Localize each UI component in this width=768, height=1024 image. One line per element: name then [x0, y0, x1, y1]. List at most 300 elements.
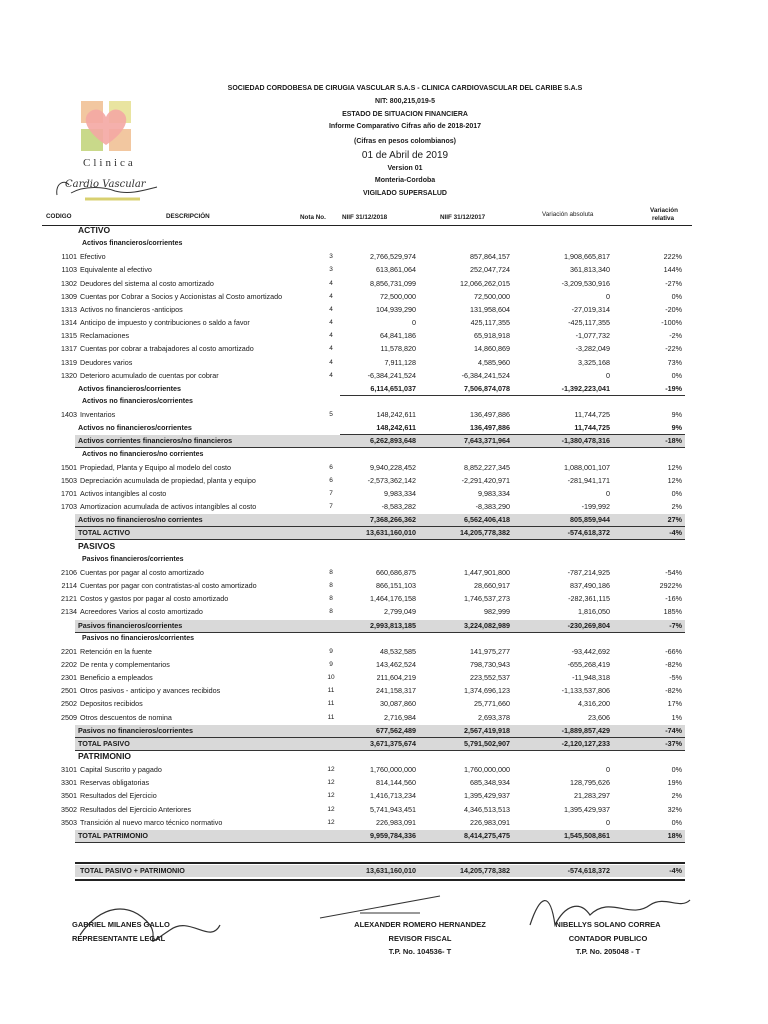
- account-code: 1313: [61, 304, 77, 314]
- relative-variation: 32%: [667, 804, 682, 814]
- absolute-variation: 1,545,508,861: [564, 830, 610, 840]
- subtotal-row: [0, 737, 768, 750]
- absolute-variation: -230,269,804: [567, 620, 610, 630]
- comparative-note: Informe Comparativo Cifras año de 2018-2017: [328, 123, 482, 130]
- value-2018: 660,686,875: [376, 567, 416, 577]
- absolute-variation: -11,948,318: [572, 673, 610, 683]
- subtotal-row: [0, 513, 768, 526]
- account-description: Equivalente al efectivo: [80, 265, 152, 275]
- value-2018: 226,983,091: [376, 817, 416, 827]
- value-2018: 48,532,585: [380, 646, 416, 656]
- value-2017: 4,346,513,513: [464, 804, 510, 814]
- col-rel-2: relativa: [652, 215, 675, 222]
- account-code: 2301: [61, 673, 77, 683]
- table-row: [0, 290, 768, 303]
- note-number: 7: [329, 490, 333, 497]
- value-2017: 1,760,000,000: [464, 765, 510, 775]
- value-2018: 5,741,943,451: [370, 804, 416, 814]
- logo-word: Clinica: [83, 157, 136, 169]
- value-2017: 7,643,371,964: [464, 436, 510, 446]
- table-row: [0, 579, 768, 592]
- subtotal-row: [0, 829, 768, 842]
- value-2018: 148,242,611: [376, 423, 416, 433]
- value-2017: 1,746,537,273: [464, 594, 510, 604]
- section-heading-row: [0, 224, 768, 237]
- account-code: 2509: [61, 712, 77, 722]
- subtotal-row: [0, 421, 768, 434]
- value-2018: 8,856,731,099: [370, 278, 416, 288]
- relative-variation: -74%: [665, 725, 682, 735]
- table-row: [0, 474, 768, 487]
- subsection-heading-row: [0, 553, 768, 566]
- value-2018: 2,766,529,974: [370, 252, 416, 262]
- value-2017: 1,395,429,937: [464, 791, 510, 801]
- value-2018: 148,242,611: [376, 410, 416, 420]
- account-description: Activos no financieros -anticipos: [80, 304, 183, 314]
- value-2017: 5,791,502,907: [464, 738, 510, 748]
- absolute-variation: -1,380,478,316: [561, 436, 610, 446]
- account-description: Efectivo: [80, 252, 106, 262]
- absolute-variation: 1,088,001,107: [564, 462, 610, 472]
- account-code: 3301: [61, 778, 77, 788]
- table-row: [0, 776, 768, 789]
- subsection-heading-row: [0, 395, 768, 408]
- value-2017: 223,552,537: [470, 673, 510, 683]
- relative-variation: 9%: [671, 410, 682, 420]
- table-row: [0, 605, 768, 618]
- value-2018: 1,464,176,158: [370, 594, 416, 604]
- table-row: [0, 461, 768, 474]
- value-2018: 241,158,317: [376, 686, 416, 696]
- relative-variation: -16%: [665, 594, 682, 604]
- accountant-name: NIBELLYS SOLANO CORREA: [555, 920, 661, 929]
- relative-variation: 12%: [667, 462, 682, 472]
- value-2017: 28,660,917: [474, 581, 510, 591]
- value-2017: 1,447,901,800: [464, 567, 510, 577]
- relative-variation: 18%: [667, 830, 682, 840]
- value-2017: 798,730,943: [470, 659, 510, 669]
- subtotal-row: [0, 434, 768, 447]
- subtotal-row: [0, 526, 768, 539]
- value-2017: 425,117,355: [470, 318, 510, 328]
- account-description: Costos y gastos por pagar al costo amortizado: [80, 594, 229, 604]
- value-2017: 3,224,082,989: [464, 620, 510, 630]
- note-number: 6: [329, 463, 333, 471]
- relative-variation: 1%: [671, 712, 682, 722]
- absolute-variation: -2,120,127,233: [561, 738, 610, 748]
- value-2018: 6,262,893,648: [370, 436, 416, 446]
- table-row: [0, 671, 768, 684]
- table-row: [0, 369, 768, 382]
- relative-variation: -66%: [665, 646, 682, 656]
- subtotal-row: [0, 724, 768, 737]
- account-description: Activos corrientes financieros/no financieros: [78, 436, 233, 446]
- subsection-heading-row: [0, 632, 768, 645]
- account-description: Otros pasivos - anticipo y avances recibidos: [80, 686, 221, 696]
- account-code: 1701: [61, 489, 77, 498]
- table-row: [0, 487, 768, 500]
- note-number: 12: [327, 779, 335, 787]
- note-number: 11: [327, 700, 335, 708]
- relative-variation: 0%: [671, 370, 682, 380]
- value-2017: 14,205,778,382: [460, 528, 510, 538]
- section-heading-row: [0, 750, 768, 763]
- report-date: 01 de Abril de 2019: [361, 150, 449, 161]
- note-number: 4: [329, 305, 333, 313]
- value-2018: 866,151,103: [376, 581, 416, 591]
- account-description: Cuentas por pagar al costo amortizado: [80, 567, 204, 577]
- logo-script: Cardio Vascular: [65, 179, 146, 190]
- accountant-tp: T.P. No. 205048 - T: [575, 947, 641, 956]
- absolute-variation: -3,209,530,916: [561, 278, 610, 288]
- value-2017: 12,066,262,015: [460, 278, 510, 288]
- account-description: Amortizacion acumulada de activos intangibles al costo: [80, 502, 257, 512]
- relative-variation: -7%: [669, 620, 682, 630]
- absolute-variation: -282,361,115: [568, 594, 610, 604]
- note-number: 8: [329, 595, 333, 603]
- account-description: Depreciación acumulada de propiedad, planta y equipo: [80, 475, 256, 485]
- absolute-variation: -1,133,537,806: [561, 686, 610, 696]
- account-description: Deudores del sistema al costo amortizado: [80, 278, 214, 288]
- account-description: PASIVOS: [78, 540, 116, 551]
- account-code: 3501: [61, 791, 77, 801]
- value-2017: 685,348,934: [470, 778, 510, 788]
- account-description: Propiedad, Planta y Equipo al modelo del costo: [80, 462, 232, 472]
- account-code: 1320: [61, 370, 77, 380]
- note-number: 4: [329, 319, 333, 327]
- account-description: De renta y complementarios: [80, 659, 170, 669]
- value-2018: 6,114,651,037: [370, 383, 416, 393]
- value-2018: 814,144,560: [376, 778, 416, 788]
- value-2017: 1,374,696,123: [464, 686, 510, 696]
- account-description: Activos no financieros/corrientes: [78, 423, 192, 433]
- value-2018: 677,562,489: [376, 725, 416, 735]
- account-code: 2121: [61, 594, 77, 604]
- account-description: Pasivos financieros/corrientes: [82, 555, 184, 563]
- table-row: [0, 684, 768, 697]
- table-row: [0, 592, 768, 605]
- relative-variation: -54%: [665, 567, 682, 577]
- relative-variation: 19%: [667, 778, 682, 788]
- table-row: [0, 697, 768, 710]
- account-code: 2106: [61, 567, 77, 577]
- value-2018: 211,604,219: [376, 673, 416, 683]
- note-number: 9: [329, 647, 333, 655]
- absolute-variation: -93,442,692: [571, 646, 610, 656]
- value-2018: 104,939,290: [376, 304, 416, 314]
- account-description: Reclamaciones: [80, 331, 130, 341]
- account-description: ACTIVO: [78, 225, 111, 235]
- note-number: 8: [329, 608, 333, 616]
- value-2018: 2,799,049: [384, 607, 416, 617]
- account-description: Otros descuentos de nomina: [80, 712, 172, 722]
- relative-variation: -20%: [665, 304, 682, 314]
- relative-variation: 0%: [671, 817, 682, 827]
- value-2018: -2,573,362,142: [367, 475, 416, 485]
- value-2017: 65,918,918: [474, 331, 510, 341]
- relative-variation: 144%: [663, 265, 682, 275]
- account-code: 1315: [61, 331, 77, 341]
- value-2018: 2,993,813,185: [370, 620, 416, 630]
- relative-variation: -2%: [669, 331, 682, 341]
- value-2017: 136,497,886: [470, 423, 510, 433]
- account-description: TOTAL ACTIVO: [78, 528, 131, 538]
- account-description: Anticipo de impuesto y contribuciones o saldo a favor: [80, 318, 250, 328]
- account-code: 2502: [61, 699, 77, 709]
- value-2017: 141,975,277: [470, 646, 510, 656]
- account-description: Resultados del Ejercicio: [80, 791, 157, 801]
- value-2017: 25,771,660: [474, 699, 510, 709]
- value-2018: 1,416,713,234: [370, 791, 416, 801]
- note-number: 12: [327, 818, 335, 826]
- relative-variation: 2%: [671, 502, 682, 512]
- city: Monteria-Cordoba: [374, 177, 436, 184]
- fiscal-reviewer-role: REVISOR FISCAL: [388, 934, 452, 943]
- grand-total-2018: 13,631,160,010: [366, 866, 416, 875]
- account-code: 1403: [61, 410, 77, 420]
- relative-variation: -19%: [665, 383, 682, 393]
- value-2017: 6,562,406,418: [464, 515, 510, 525]
- account-code: 2114: [61, 581, 77, 591]
- value-2017: 136,497,886: [470, 410, 510, 420]
- value-2017: 8,414,275,475: [464, 830, 510, 840]
- table-row: [0, 277, 768, 290]
- note-number: 8: [329, 582, 333, 590]
- value-2018: 11,578,820: [380, 344, 416, 354]
- table-row: [0, 711, 768, 724]
- relative-variation: -100%: [661, 318, 682, 328]
- absolute-variation: 805,859,944: [570, 515, 610, 525]
- report-title: ESTADO DE SITUACION FINANCIERA: [342, 111, 468, 118]
- account-description: Activos financieros/corrientes: [82, 240, 183, 248]
- absolute-variation: 837,490,186: [570, 581, 610, 591]
- relative-variation: -37%: [665, 738, 682, 748]
- subsection-heading-row: [0, 237, 768, 250]
- absolute-variation: 11,744,725: [574, 410, 610, 420]
- relative-variation: -27%: [665, 278, 682, 288]
- absolute-variation: 1,395,429,937: [564, 804, 610, 814]
- account-description: Acreedores Varios al costo amortizado: [80, 607, 203, 617]
- subsection-heading-row: [0, 448, 768, 461]
- col-note: Nota No.: [300, 214, 326, 221]
- value-2018: 72,500,000: [380, 291, 416, 301]
- table-row: [0, 316, 768, 329]
- note-number: 11: [327, 713, 335, 721]
- account-description: Pasivos financieros/corrientes: [78, 620, 183, 630]
- total-row-rule: [75, 842, 685, 843]
- table-row: [0, 263, 768, 276]
- account-code: 1501: [61, 462, 77, 472]
- absolute-variation: -281,941,171: [567, 475, 610, 485]
- relative-variation: -5%: [669, 673, 682, 683]
- section-heading-row: [0, 540, 768, 553]
- value-2018: 0: [412, 318, 416, 328]
- subtotal-row: [0, 382, 768, 395]
- absolute-variation: -787,214,925: [567, 567, 610, 577]
- subtotal-row: [0, 619, 768, 632]
- value-2018: 613,861,064: [376, 265, 416, 275]
- absolute-variation: -1,392,223,041: [561, 383, 610, 393]
- value-2018: -8,583,282: [381, 502, 416, 512]
- value-2017: 131,958,604: [470, 304, 510, 314]
- fiscal-reviewer-name: ALEXANDER ROMERO HERNANDEZ: [354, 920, 486, 929]
- value-2017: 2,567,419,918: [464, 725, 510, 735]
- account-code: 1309: [61, 291, 77, 301]
- account-code: 1314: [61, 318, 77, 328]
- absolute-variation: 1,816,050: [578, 607, 610, 617]
- account-description: Cuentas por cobrar a trabajadores al costo amortizado: [80, 344, 254, 354]
- value-2017: 857,864,157: [470, 252, 510, 262]
- table-row: [0, 789, 768, 802]
- value-2017: 4,585,960: [478, 357, 510, 367]
- account-description: TOTAL PATRIMONIO: [78, 830, 149, 840]
- note-number: 8: [329, 568, 333, 576]
- value-2018: 9,959,784,336: [370, 830, 416, 840]
- table-row: [0, 303, 768, 316]
- value-2018: 30,087,860: [380, 699, 416, 709]
- account-code: 2201: [61, 646, 77, 656]
- table-row: [0, 342, 768, 355]
- absolute-variation: -574,618,372: [567, 528, 610, 538]
- absolute-variation: 23,606: [588, 712, 610, 722]
- col-description: DESCRIPCIÓN: [166, 213, 210, 220]
- company-name: SOCIEDAD CORDOBESA DE CIRUGIA VASCULAR S.A.S - CLINICA CARDIOVASCULAR DEL CARIBE S.A.S: [227, 85, 583, 92]
- currency-note: (Cifras en pesos colombianos): [354, 138, 456, 145]
- note-number: 11: [327, 687, 335, 695]
- table-row: [0, 658, 768, 671]
- account-code: 1703: [61, 502, 77, 512]
- value-2018: 143,462,524: [376, 659, 416, 669]
- absolute-variation: 0: [606, 765, 610, 775]
- note-number: 3: [329, 253, 333, 261]
- absolute-variation: 21,283,297: [574, 791, 610, 801]
- table-row: [0, 500, 768, 513]
- absolute-variation: 0: [606, 291, 610, 301]
- value-2018: 3,671,375,674: [370, 738, 416, 748]
- account-description: Activos financieros/corrientes: [78, 383, 182, 393]
- relative-variation: 222%: [663, 252, 682, 262]
- value-2018: 9,940,228,452: [370, 462, 416, 472]
- account-description: Depositos recibidos: [80, 699, 143, 709]
- value-2018: 64,841,186: [380, 331, 416, 341]
- table-row: [0, 408, 768, 421]
- relative-variation: 2922%: [659, 581, 682, 591]
- account-code: 1302: [61, 278, 77, 288]
- note-number: 4: [329, 279, 333, 287]
- value-2018: 13,631,160,010: [366, 528, 416, 538]
- grand-total-abs: -574,618,372: [567, 866, 610, 875]
- col-code: CODIGO: [46, 213, 72, 220]
- value-2017: 7,506,874,078: [464, 383, 510, 393]
- value-2018: 1,760,000,000: [370, 765, 416, 775]
- account-code: 2134: [61, 607, 77, 617]
- account-code: 1503: [61, 475, 77, 485]
- account-description: PATRIMONIO: [78, 751, 132, 761]
- legal-rep-name: GABRIEL MILANES GALLO: [72, 920, 170, 929]
- note-number: 12: [327, 766, 335, 774]
- relative-variation: 0%: [671, 489, 682, 498]
- value-2018: -6,384,241,524: [367, 370, 416, 380]
- account-code: 3503: [61, 817, 77, 827]
- relative-variation: 0%: [671, 765, 682, 775]
- col-abs: Variación absoluta: [542, 211, 594, 218]
- account-description: Cuentas por Cobrar a Socios y Accionistas al Costo amortizado: [80, 291, 283, 301]
- account-code: 1103: [61, 265, 77, 275]
- grand-total-2017: 14,205,778,382: [460, 866, 510, 875]
- absolute-variation: 3,325,168: [578, 357, 610, 367]
- value-2017: -8,383,290: [475, 502, 510, 512]
- relative-variation: -18%: [665, 436, 682, 446]
- note-number: 12: [327, 805, 335, 813]
- absolute-variation: 361,813,340: [570, 265, 610, 275]
- note-number: 7: [329, 503, 333, 511]
- value-2017: 72,500,000: [474, 291, 510, 301]
- grand-total-label: TOTAL PASIVO + PATRIMONIO: [80, 866, 185, 875]
- table-row: [0, 816, 768, 829]
- table-row: [0, 803, 768, 816]
- note-number: 4: [329, 358, 333, 366]
- value-2018: 2,716,984: [384, 712, 416, 722]
- account-code: 1319: [61, 357, 77, 367]
- relative-variation: -22%: [665, 344, 682, 354]
- absolute-variation: -1,889,857,429: [561, 725, 610, 735]
- account-code: 3502: [61, 804, 77, 814]
- value-2017: 252,047,724: [470, 265, 510, 275]
- col-2018: NIIF 31/12/2018: [342, 214, 388, 221]
- note-number: 9: [329, 660, 333, 668]
- absolute-variation: 0: [606, 817, 610, 827]
- relative-variation: 9%: [671, 423, 682, 433]
- value-2017: -6,384,241,524: [461, 370, 510, 380]
- table-row: [0, 329, 768, 342]
- grand-total-rel: -4%: [669, 866, 682, 875]
- note-number: 4: [329, 345, 333, 353]
- note-number: 4: [329, 292, 333, 300]
- relative-variation: 2%: [671, 791, 682, 801]
- relative-variation: -82%: [665, 659, 682, 669]
- value-2018: 9,983,334: [384, 489, 416, 498]
- account-description: Deudores varios: [80, 357, 133, 367]
- relative-variation: -82%: [665, 686, 682, 696]
- account-description: Activos no financieros/no corrientes: [82, 450, 204, 458]
- absolute-variation: 0: [606, 370, 610, 380]
- value-2018: 7,368,266,362: [370, 515, 416, 525]
- account-description: Capital Suscrito y pagado: [80, 765, 162, 775]
- absolute-variation: -1,077,732: [575, 331, 610, 341]
- value-2018: 7,911,128: [384, 357, 416, 367]
- col-rel-1: Variación: [650, 207, 679, 214]
- supervision: VIGILADO SUPERSALUD: [362, 190, 447, 197]
- relative-variation: 73%: [667, 357, 682, 367]
- account-description: Activos intangibles al costo: [80, 489, 167, 498]
- grand-total-row: [0, 864, 768, 877]
- table-row: [0, 566, 768, 579]
- value-2017: 982,999: [484, 607, 510, 617]
- table-row: [0, 763, 768, 776]
- value-2017: 226,983,091: [470, 817, 510, 827]
- account-description: Pasivos no financieros/corrientes: [82, 634, 195, 642]
- nit: NIT: 800,215,019-5: [375, 98, 435, 105]
- relative-variation: 17%: [667, 699, 682, 709]
- value-2017: 14,860,869: [474, 344, 510, 354]
- note-number: 4: [329, 332, 333, 340]
- legal-rep-role: REPRESENTANTE LEGAL: [72, 934, 166, 943]
- col-2017: NIIF 31/12/2017: [440, 214, 486, 221]
- absolute-variation: 4,316,200: [578, 699, 610, 709]
- note-number: 6: [329, 476, 333, 484]
- value-2017: 8,852,227,345: [464, 462, 510, 472]
- account-description: Activos no financieros/corrientes: [82, 397, 193, 405]
